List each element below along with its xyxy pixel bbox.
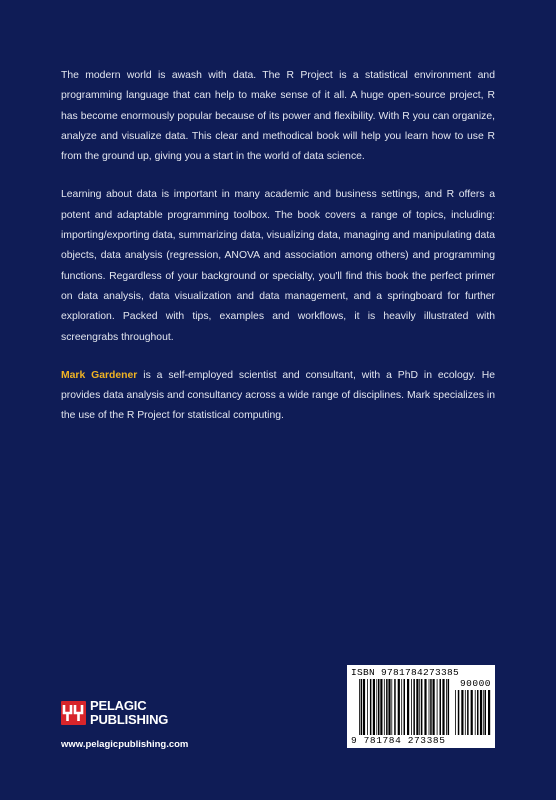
author-bio bbox=[61, 366, 495, 427]
barcode-bar bbox=[429, 679, 430, 735]
price-code: 90000 bbox=[459, 678, 491, 689]
publisher-name-line2: PUBLISHING bbox=[90, 712, 169, 727]
barcode-bar bbox=[424, 679, 426, 735]
barcode-bar bbox=[416, 679, 418, 735]
barcode-bar bbox=[413, 679, 415, 735]
barcode-bar bbox=[388, 679, 390, 735]
barcode-bar bbox=[430, 679, 432, 735]
barcode-bar bbox=[483, 690, 484, 735]
barcode-bar bbox=[359, 679, 360, 735]
publisher-logo bbox=[61, 697, 181, 733]
barcode-bar bbox=[401, 679, 402, 735]
author-name: Mark Gardener bbox=[61, 369, 138, 381]
barcode-bar bbox=[446, 679, 447, 735]
publisher-website: www.pelagicpublishing.com bbox=[61, 739, 189, 750]
barcode-bar bbox=[442, 679, 444, 735]
barcode-bar bbox=[440, 679, 442, 735]
barcode-bar bbox=[386, 679, 388, 735]
barcode-bar bbox=[433, 679, 435, 735]
barcode-bar bbox=[488, 690, 490, 735]
barcode-bar bbox=[361, 679, 363, 735]
barcode-bar bbox=[421, 679, 423, 735]
publisher-name bbox=[90, 699, 168, 727]
barcode-bar bbox=[448, 679, 450, 735]
barcode-bar bbox=[480, 690, 482, 735]
barcode-bar bbox=[461, 690, 463, 735]
blurb-paragraph-1: The modern world is awash with data. The R Project is a statistical environment and programming language that can help to make sense of it all. A huge open-source project, R has become enormously popular because of its power and flexibility. With R you can organize, analyze and visualize data. This clear and methodical book will help you learn how to use R from the ground up, giving you a start in the world of data science. bbox=[61, 70, 495, 163]
barcode-bar bbox=[391, 679, 392, 735]
author-bio-text: is a self-employed scientist and consultant, with a PhD in ecology. He provides data analysis and consultancy across a wide range of disciplines. Mark specializes in the use of the R Project for statistical computing. bbox=[61, 369, 495, 422]
isbn-barcode bbox=[347, 665, 495, 748]
barcode-digits: 9 781784 273385 bbox=[351, 735, 446, 746]
barcode-bar bbox=[378, 679, 380, 735]
blurb-text bbox=[61, 66, 495, 445]
barcode-bar bbox=[398, 679, 400, 735]
barcode-bar bbox=[367, 679, 368, 735]
barcode-bar bbox=[384, 679, 385, 735]
publisher-name-line1: PELAGIC bbox=[90, 698, 147, 713]
barcode-bar bbox=[373, 679, 375, 735]
pelagic-logo-icon bbox=[61, 701, 86, 725]
barcode-bar bbox=[471, 690, 473, 735]
barcode-bar bbox=[477, 690, 479, 735]
barcode-bar bbox=[485, 690, 487, 735]
blurb-paragraph-2: Learning about data is important in many academic and business settings, and R offers a potent and adaptable programming toolbox. The book covers a range of topics, including: importing/exporting data, summarizing data, visualizing data, managing and manipulating data objects, data analysis (regression, ANOVA and association among others) and programming functions. Regardless of your background or specialty, you'll find this book the perfect primer on data analysis, data visualization and data management, and a springboard for further exploration. Packed with tips, examples and workflows, it is heavily illustrated with screengrabs throughout. bbox=[61, 189, 495, 343]
barcode-bar bbox=[455, 690, 456, 735]
barcode-bar bbox=[467, 690, 469, 735]
barcode-bar bbox=[465, 690, 466, 735]
isbn-label: ISBN 9781784273385 bbox=[351, 667, 460, 678]
barcode-bar bbox=[458, 690, 460, 735]
barcode-bar bbox=[376, 679, 377, 735]
barcode-bar bbox=[404, 679, 406, 735]
barcode-bar bbox=[419, 679, 420, 735]
barcode-bar bbox=[437, 679, 438, 735]
barcode-bar bbox=[407, 679, 409, 735]
barcode-bar bbox=[363, 679, 365, 735]
barcode-bar bbox=[475, 690, 476, 735]
barcode-bar bbox=[370, 679, 372, 735]
barcode-bar bbox=[411, 679, 412, 735]
barcode-bar bbox=[394, 679, 396, 735]
barcode-bar bbox=[380, 679, 382, 735]
